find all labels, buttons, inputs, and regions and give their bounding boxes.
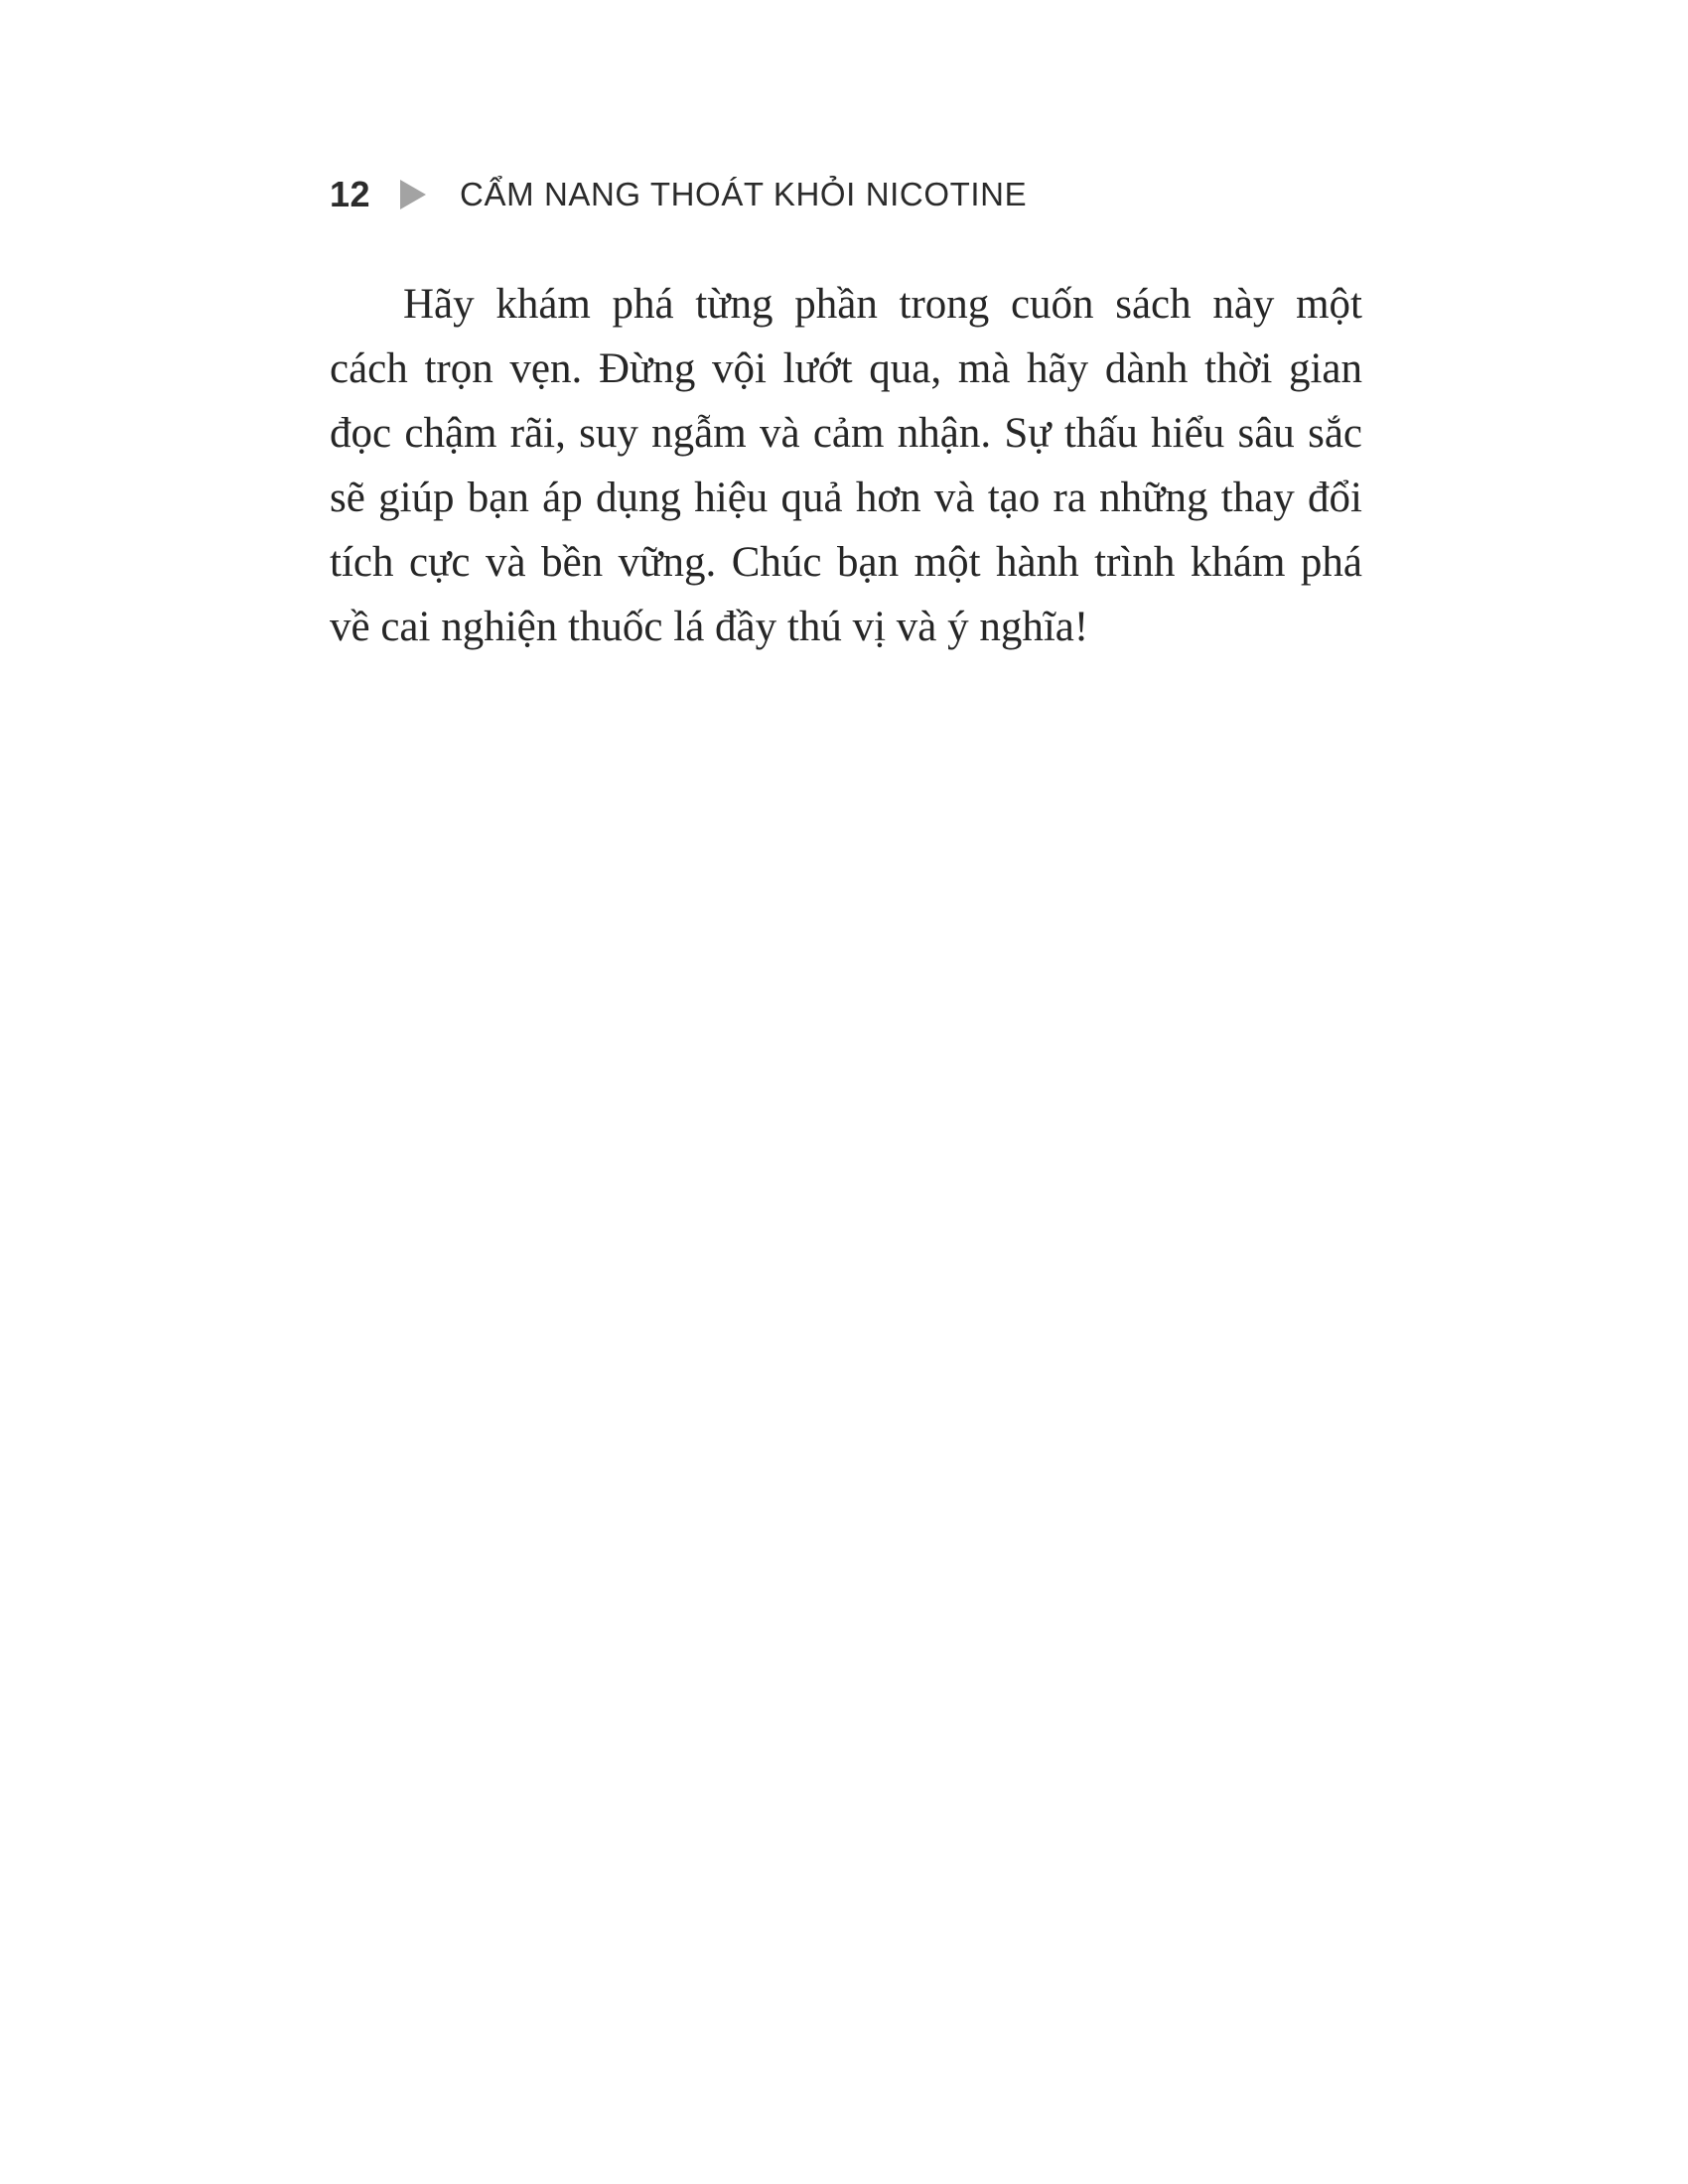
triangle-right-icon bbox=[400, 180, 426, 209]
paragraph-line: tích cực và bền vững. Chúc bạn một hành trình khám phá bbox=[330, 539, 1362, 586]
paragraph-line: về cai nghiện thuốc lá đầy thú vị và ý nghĩa! bbox=[330, 604, 1089, 650]
paragraph-line: sẽ giúp bạn áp dụng hiệu quả hơn và tạo ra những thay đổi bbox=[330, 475, 1362, 521]
page-number: 12 bbox=[330, 174, 371, 214]
paragraph-line: cách trọn vẹn. Đừng vội lướt qua, mà hãy dành thời gian bbox=[330, 345, 1362, 392]
body-paragraph bbox=[330, 272, 1362, 659]
book-title: CẨM NANG THOÁT KHỎI NICOTINE bbox=[460, 176, 1028, 212]
paragraph-line: Hãy khám phá từng phần trong cuốn sách này một bbox=[403, 281, 1362, 328]
paragraph-line: đọc chậm rãi, suy ngẫm và cảm nhận. Sự thấu hiểu sâu sắc bbox=[330, 410, 1362, 457]
running-header bbox=[330, 167, 1027, 222]
